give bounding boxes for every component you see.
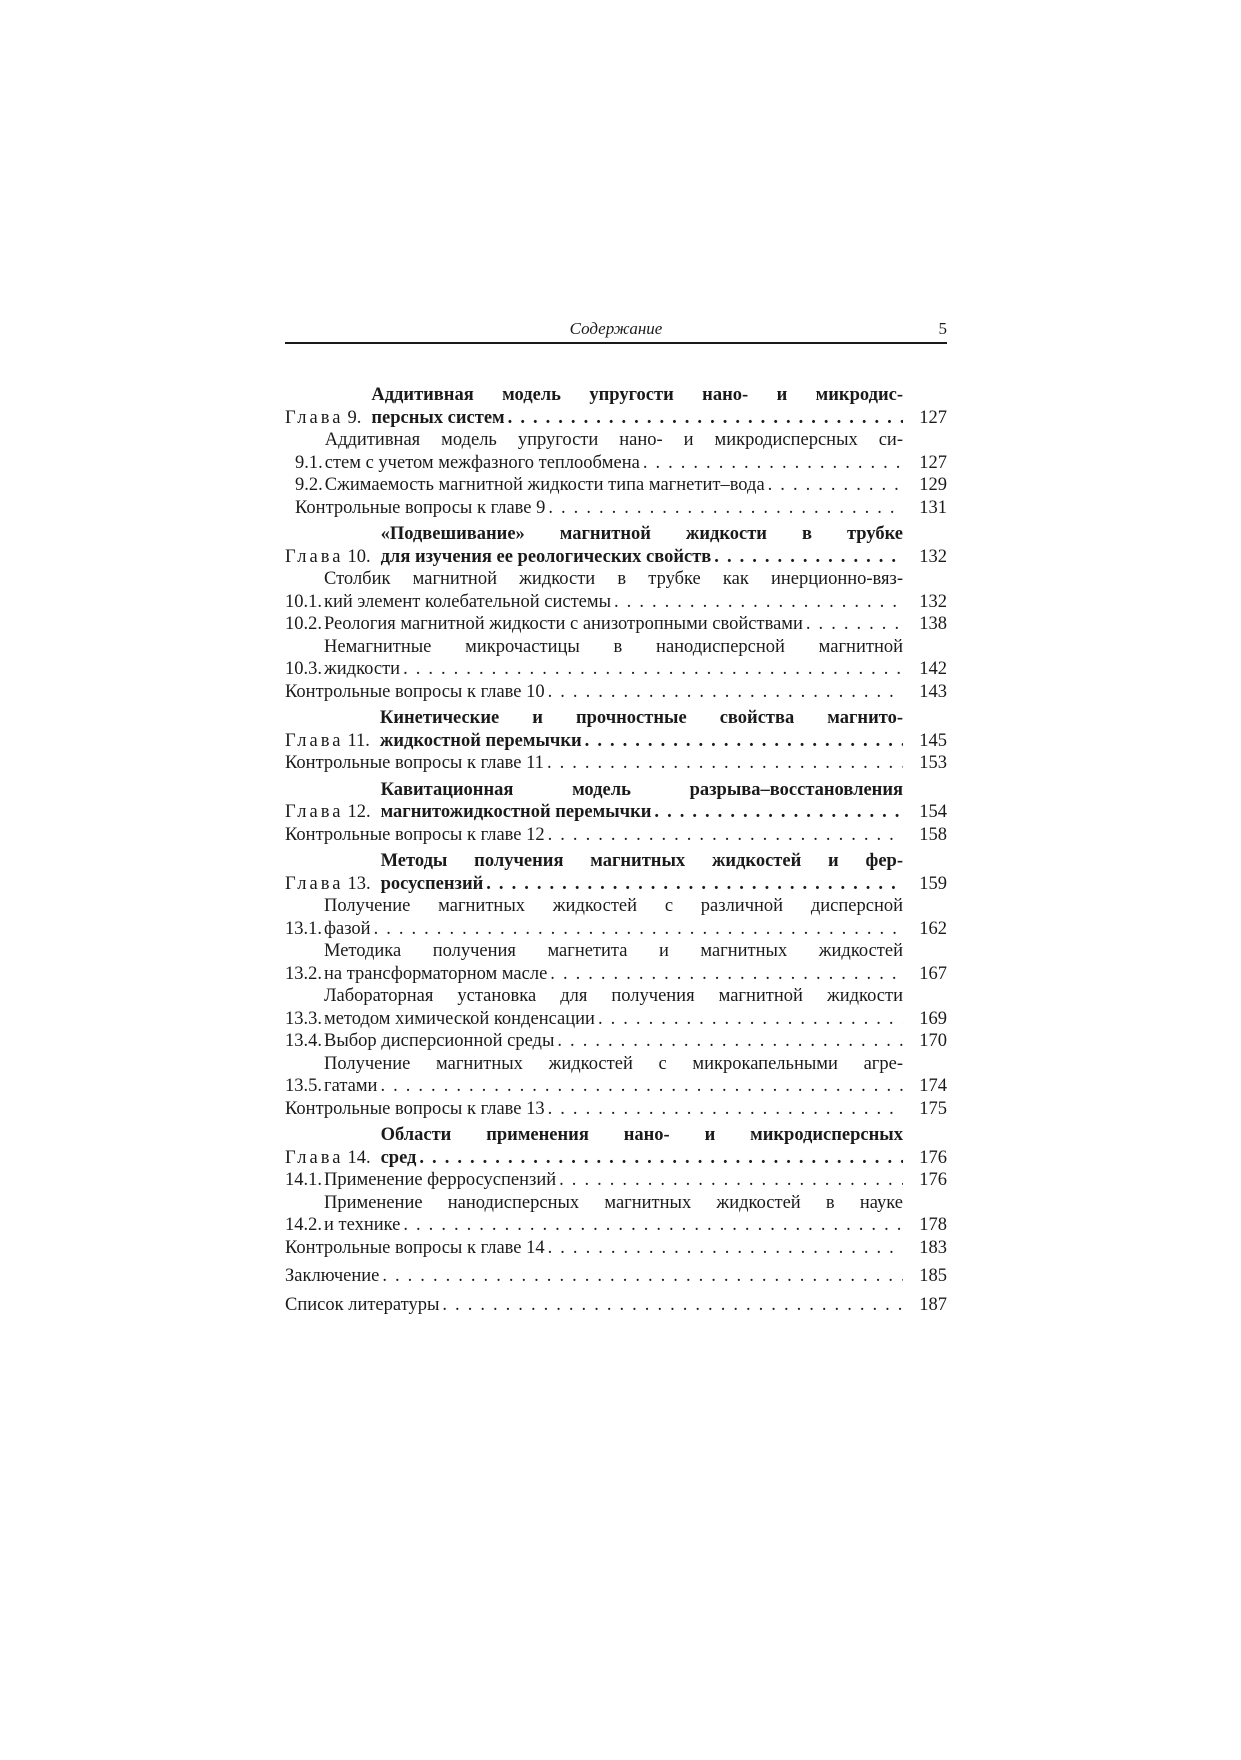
dot-leader	[640, 452, 903, 475]
chapter-number: 13.	[347, 873, 371, 894]
dot-leader	[371, 918, 903, 941]
entry-last-line	[380, 730, 903, 753]
dot-leader	[544, 752, 903, 775]
toc-entry-questions	[285, 1098, 947, 1121]
entry-last-line	[324, 1214, 903, 1237]
toc-entry-section	[285, 429, 947, 474]
section-number: 10.2.	[285, 614, 322, 634]
entry-last-line	[324, 1008, 903, 1031]
toc-entry-questions	[285, 824, 947, 847]
section-number: 13.5.	[285, 1076, 322, 1096]
entry-last-line	[324, 1075, 903, 1098]
entry-title-line: Список литературы	[285, 1294, 440, 1315]
chapter-number: 14.	[347, 1147, 371, 1168]
section-number: 10.1.	[285, 591, 322, 612]
toc-entry-questions	[285, 497, 947, 520]
entry-last-line	[285, 681, 903, 704]
dot-leader	[595, 1008, 903, 1031]
toc-entry-chapter	[285, 779, 947, 824]
dot-leader	[545, 681, 903, 704]
entry-title-line: Применение нанодисперсных магнитных жидкостей в науке	[324, 1192, 903, 1213]
entry-page-number: 132	[919, 591, 947, 612]
dot-leader	[765, 474, 903, 497]
entry-last-line	[295, 497, 903, 520]
entry-title-line: стем с учетом межфазного теплообмена	[324, 452, 640, 473]
toc-entry-section	[285, 985, 947, 1030]
running-header-title: Содержание	[569, 319, 663, 338]
entry-page-number: 143	[919, 681, 947, 702]
toc-entry-section	[285, 895, 947, 940]
entry-page-number: 131	[919, 497, 947, 518]
entry-page-number: 187	[919, 1294, 947, 1315]
dot-leader	[582, 730, 903, 753]
dot-leader	[379, 1265, 903, 1288]
entry-last-line	[324, 591, 903, 614]
toc-entry-questions	[285, 681, 947, 704]
toc-entry-chapter	[285, 1124, 947, 1169]
entry-last-line	[324, 918, 903, 941]
toc-entry-section	[285, 1030, 947, 1053]
entry-title-line: Лабораторная установка для получения магнитной жидкости	[324, 986, 903, 1006]
entry-title-line: Столбик магнитной жидкости в трубке как инерционно-вяз-	[324, 569, 903, 589]
entry-page-number: 183	[919, 1237, 947, 1258]
entry-page-number: 159	[919, 873, 947, 894]
dot-leader	[416, 1147, 903, 1170]
toc-entry-chapter	[285, 707, 947, 752]
toc-entry-backmatter	[285, 1265, 947, 1288]
dot-leader	[439, 1294, 903, 1317]
entry-page-number: 176	[919, 1170, 947, 1190]
entry-last-line	[324, 963, 903, 986]
entry-page-number: 169	[919, 1008, 947, 1029]
entry-page-number: 129	[919, 475, 947, 495]
entry-title-line: Сжимаемость магнитной жидкости типа магнетит–вода	[324, 475, 765, 495]
entry-title-line: Контрольные вопросы к главе 14	[285, 1237, 545, 1258]
entry-page-number: 154	[919, 802, 947, 822]
chapter-number: 10.	[347, 546, 371, 567]
toc-entry-section	[285, 474, 947, 497]
dot-leader	[400, 658, 903, 681]
entry-title-line: фазой	[324, 918, 371, 939]
entry-title-line: кий элемент колебательной системы	[324, 591, 612, 612]
toc-entry-section	[285, 613, 947, 636]
section-number: 9.2.	[295, 475, 323, 495]
entry-page-number: 167	[919, 963, 947, 984]
dot-leader	[651, 801, 903, 824]
table-of-contents	[285, 384, 947, 1316]
entry-title-line: жидкости	[324, 659, 401, 679]
entry-title-line: на трансформаторном масле	[324, 963, 548, 984]
entry-last-line	[285, 1098, 903, 1121]
toc-entry-section	[285, 940, 947, 985]
entry-last-line	[381, 801, 903, 824]
section-number: 14.1.	[285, 1170, 322, 1190]
entry-title-line: для изучения ее реологических свойств	[380, 546, 712, 567]
entry-last-line	[285, 752, 903, 775]
entry-title-line: персных систем	[371, 407, 505, 428]
dot-leader	[554, 1030, 903, 1053]
entry-title-line: Контрольные вопросы к главе 12	[285, 824, 545, 845]
section-number: 14.2.	[285, 1215, 322, 1235]
toc-entry-section	[285, 1169, 947, 1192]
chapter-number: 9.	[347, 407, 362, 428]
chapter-label: Глава	[285, 802, 344, 822]
entry-last-line	[371, 407, 903, 430]
entry-page-number: 158	[919, 824, 947, 845]
entry-last-line	[285, 824, 903, 847]
entry-title-line: и технике	[324, 1215, 401, 1235]
entry-title-line: Выбор дисперсионной среды	[324, 1031, 555, 1051]
dot-leader	[711, 546, 903, 569]
entry-page-number: 127	[919, 407, 947, 428]
entry-last-line	[325, 452, 903, 475]
chapter-label: Глава	[285, 407, 344, 428]
toc-entry-section	[285, 568, 947, 613]
entry-title-line: Применение ферросуспензий	[324, 1170, 557, 1190]
section-number: 10.3.	[285, 659, 322, 679]
entry-page-number: 138	[919, 614, 947, 634]
running-header	[285, 318, 947, 344]
entry-page-number: 145	[919, 730, 947, 751]
entry-page-number: 170	[919, 1031, 947, 1051]
section-number: 13.1.	[285, 918, 322, 939]
chapter-label: Глава	[285, 546, 344, 567]
page-number: 5	[938, 319, 947, 338]
entry-title-line: Контрольные вопросы к главе 11	[285, 753, 544, 773]
entry-last-line	[285, 1237, 903, 1260]
dot-leader	[556, 1169, 903, 1192]
toc-entry-backmatter	[285, 1294, 947, 1317]
toc-entry-chapter	[285, 850, 947, 895]
entry-title-line: Реология магнитной жидкости с анизотропными свойствами	[324, 614, 803, 634]
entry-last-line	[381, 1147, 903, 1170]
entry-last-line	[324, 1169, 903, 1192]
entry-page-number: 153	[919, 753, 947, 773]
dot-leader	[377, 1075, 903, 1098]
toc-entry-questions	[285, 752, 947, 775]
section-number: 9.1.	[295, 452, 323, 473]
dot-leader	[547, 963, 903, 986]
entry-page-number: 142	[919, 659, 947, 679]
entry-last-line	[324, 613, 903, 636]
chapter-number: 12.	[347, 802, 371, 822]
toc-entry-questions	[285, 1237, 947, 1260]
chapter-number: 11.	[347, 730, 370, 751]
entry-last-line	[324, 658, 903, 681]
dot-leader	[505, 407, 903, 430]
section-number: 13.3.	[285, 1008, 322, 1029]
dot-leader	[803, 613, 903, 636]
entry-last-line	[381, 546, 903, 569]
entry-page-number: 175	[919, 1098, 947, 1119]
entry-title-line: гатами	[324, 1076, 378, 1096]
entry-last-line	[325, 474, 903, 497]
toc-entry-section	[285, 1053, 947, 1098]
dot-leader	[545, 1237, 903, 1260]
entry-title-line: магнитожидкостной перемычки	[380, 802, 652, 822]
entry-page-number: 176	[919, 1147, 947, 1168]
dot-leader	[545, 497, 903, 520]
entry-title-line: Заключение	[285, 1266, 380, 1286]
entry-last-line	[285, 1294, 903, 1317]
entry-title-line: Кинетические и прочностные свойства магнито-	[379, 708, 903, 728]
entry-title-line: Аддитивная модель упругости нано- и микродис-	[371, 385, 903, 405]
entry-page-number: 162	[919, 918, 947, 939]
chapter-label: Глава	[285, 873, 344, 894]
entry-last-line	[324, 1030, 903, 1053]
entry-title-line: Контрольные вопросы к главе 10	[285, 681, 545, 702]
entry-title-line: Контрольные вопросы к главе 13	[285, 1098, 545, 1119]
chapter-label: Глава	[285, 730, 344, 751]
entry-page-number: 185	[919, 1266, 947, 1286]
toc-entry-section	[285, 1192, 947, 1237]
toc-entry-chapter	[285, 384, 947, 429]
dot-leader	[611, 591, 903, 614]
section-number: 13.2.	[285, 963, 322, 984]
entry-page-number: 132	[919, 546, 947, 567]
dot-leader	[545, 824, 903, 847]
entry-title-line: Получение магнитных жидкостей с микрокапельными агре-	[324, 1053, 903, 1074]
entry-title-line: Немагнитные микрочастицы в нанодисперсной магнитной	[324, 636, 903, 657]
entry-title-line: жидкостной перемычки	[379, 730, 582, 751]
entry-title-line: Методика получения магнетита и магнитных жидкостей	[324, 941, 903, 961]
entry-title-line: методом химической конденсации	[324, 1008, 595, 1029]
entry-title-line: Аддитивная модель упругости нано- и микродисперсных си-	[324, 430, 903, 450]
entry-title-line: сред	[380, 1147, 417, 1168]
entry-title-line: Контрольные вопросы к главе 9	[295, 497, 546, 518]
toc-entry-chapter	[285, 523, 947, 568]
entry-title-line: Области применения нано- и микродисперсных	[380, 1125, 903, 1145]
entry-title-line: Методы получения магнитных жидкостей и фер-	[380, 851, 903, 871]
dot-leader	[545, 1098, 903, 1121]
section-number: 13.4.	[285, 1031, 322, 1051]
entry-title-line: Получение магнитных жидкостей с различной дисперсной	[324, 896, 903, 916]
entry-page-number: 178	[919, 1215, 947, 1235]
entry-page-number: 174	[919, 1076, 947, 1096]
dot-leader	[483, 873, 903, 896]
entry-last-line	[285, 1265, 903, 1288]
entry-title-line: росуспензий	[380, 873, 484, 894]
entry-page-number: 127	[919, 452, 947, 473]
toc-entry-section	[285, 636, 947, 681]
dot-leader	[400, 1214, 903, 1237]
entry-last-line	[381, 873, 903, 896]
entry-title-line: Кавитационная модель разрыва–восстановления	[380, 779, 903, 800]
entry-title-line: «Подвешивание» магнитной жидкости в трубке	[380, 524, 903, 544]
chapter-label: Глава	[285, 1147, 344, 1168]
